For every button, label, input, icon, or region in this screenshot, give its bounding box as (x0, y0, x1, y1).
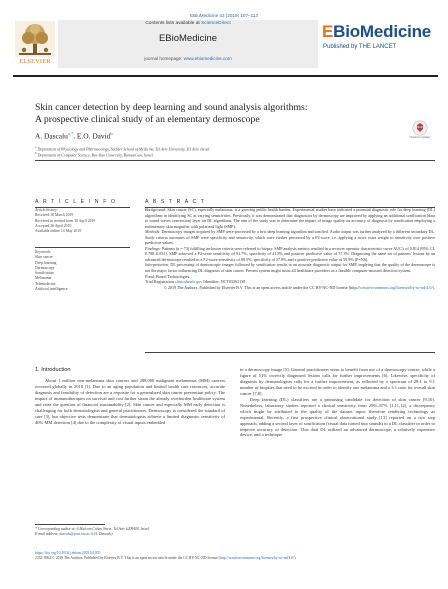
license-text: 2352-3964/© 2019 The Authors. Published by Elsevier B.V. This is an open access article under the CC BY-NC-ND license ( (35, 556, 220, 560)
copyright-text: © 2019 The Authors. Published by Elsevier B.V. This is an open access article under the CC BY-NC-ND license (http:// (163, 284, 360, 290)
doi-link[interactable]: https://doi.org/10.1016/j.ebiom.2019.04.055 (35, 551, 101, 555)
trial-suffix: Identifier: NCT03362138 (202, 279, 246, 285)
copyright-license-link[interactable]: creativecommons.org/licenses/by-nc-nd/4.0/). (359, 284, 435, 290)
intro-paragraph: in a dermoscopy image [5]. General practitioners seem to benefit from use of a dermoscopy course, while a figure of 51% correctly diagnosed lesions calls for further improvements [6]. Likewise, specificity of diagnosis by dermatologists calls for a further improvement, as reflected by a spectrum of 28:1 to 9:1 number of biopsies that need to be excised in order to identify one melanoma and a 3:1 ratio for overall skin cancer [7,8]. (240, 367, 435, 396)
intro-right-column (240, 367, 435, 438)
doi-license-block (35, 551, 435, 561)
keywords-list (35, 250, 130, 292)
abstract-background-label: Background: (145, 207, 167, 212)
keywords-label: Keywords: (35, 250, 52, 254)
crossmark-label[interactable]: Check for updates (409, 136, 431, 139)
elsevier-tree-icon (15, 21, 55, 57)
abstract-methods (145, 229, 435, 246)
affiliation-a-sup: a (35, 145, 37, 149)
abstract-end-rule (145, 352, 435, 353)
license-link[interactable]: http://creativecommons.org/licenses/by-nc-nd/4.0/ (219, 556, 295, 560)
contents-line (58, 21, 318, 26)
abstract-interpretation-text: DL processing of dermoscopic images followed by sonification results in an accurate diagnostic output for SMP, implying that the quality of the dermoscope is not the major factor influencing DL diagnosis of skin cancer. Present system might assist all healthcare providers as a feasible computer-assisted detection system. (145, 262, 435, 274)
abstract-body (145, 207, 435, 290)
intro-paragraph: About 1 million non-melanoma skin cancers and 288,000 malignant melanomas (MM) cancers occurred globally in 2018 [1]. Due to an aging population and limited health care resources, accurate diagnosis and feasibility of detection are a requisite for a generalized skin cancer prevention policy. The impact of immunotherapies on survival and cost further strain the already overburden healthcare system and raise the question of financial sustainability [2]. Skin cancer and especially MM early detection is challenging for both dermatologists and general practitioners. Dermoscopy is considered the standard of care [3], but objective tests demonstrate that dermatologists achieve a limited diagnostic sensitivity of 40% MM detection [4] due to the complexity of visual inputs embedded (35, 378, 225, 425)
intro-left-column (35, 378, 225, 426)
section-heading-introduction: 1. Introduction (35, 367, 71, 373)
keyword: Skin cancer (35, 255, 53, 260)
history-accepted: Accepted 26 April 2019 (35, 223, 72, 228)
brand-subtitle: Published by THE LANCET (323, 44, 397, 50)
paper-title (35, 102, 405, 126)
history-received: Received 18 March 2019 (35, 213, 74, 218)
journal-homepage (58, 56, 318, 61)
abstract-background-text: Skin cancer (SC), especially melanoma, is a growing public health burden. Experimental studies have indicated a potential diagnostic role for deep learning (DL) algorithms in identifying SC at varying sensitivities. Previously, it was demonstrated that diagnostics by dermoscopy are improved by applying an additional sonification (data to sound waves conversion) layer on DL algorithms. The aim of the study was to determine the impact of image quality on accuracy of diagnosis by sonification employing a rudimentary skin magnifier with polarized light (SMP). (145, 207, 435, 229)
author-list (35, 131, 113, 140)
article-history (35, 208, 130, 234)
affiliation-a-text: Department of Physiology and Pharmacology, Sackler School of Medicine, Tel Aviv University, Tel Aviv, Israel (37, 147, 210, 152)
header-rule (13, 75, 438, 77)
sciencedirect-link[interactable]: ScienceDirect (201, 21, 231, 26)
author-1-sup[interactable]: a,* (67, 131, 74, 136)
history-revised: Received in revised form 10 April 2019 (35, 218, 96, 223)
title-line-1: Skin cancer detection by deep learning and sound analysis algorithms: (35, 102, 308, 113)
footnote-rule (35, 524, 105, 525)
affiliation-b-text: Department of Computer Science, Bar-Ilan University, Ramat-Gan, Israel (37, 153, 153, 158)
keyword: Dermoscopy (35, 265, 55, 270)
keywords-rule (35, 247, 130, 248)
keyword: Sonification (35, 271, 54, 276)
footnote-email (35, 532, 225, 537)
trial-link[interactable]: clinicaltrials.gov (174, 279, 203, 285)
history-label: Article history: (35, 208, 59, 212)
keyword: Artificial intelligence (35, 287, 68, 292)
homepage-prefix: journal homepage: (144, 56, 184, 61)
author-separator: , (73, 131, 77, 141)
contents-prefix: Contents lists available at (145, 21, 202, 26)
keyword: Telemedicine (35, 281, 56, 286)
abstract-copyright (145, 285, 435, 291)
license-end: ). (294, 556, 297, 560)
email-suffix: (A. Dascalu). (92, 532, 114, 536)
keyword: Melanoma (35, 276, 52, 281)
corresponding-author-footnote (35, 527, 225, 537)
abstract-methods-label: Methods: (145, 229, 161, 235)
email-prefix: E-mail address: (35, 532, 60, 536)
author-2[interactable]: E.O. David (76, 131, 111, 141)
affiliation-b-sup: b (35, 151, 37, 155)
article-info-heading: A R T I C L E I N F O (35, 199, 117, 205)
homepage-link[interactable]: www.ebiomedicine.com (183, 56, 232, 61)
title-line-2: A prospective clinical study of an elementary dermoscope (35, 114, 260, 125)
footnote-address: * Corresponding author at: 6 Malcom Cohen Street, Tel Aviv 6209409, Israel. (35, 527, 151, 531)
keyword: Deep learning (35, 260, 57, 265)
abstract-findings-text: Patients (n = 73) fulfilling inclusion criteria were referred to biopsy. SMP analysis metrics resulted in a receiver operator characteristic curve AUC's of 0.814 (95% CI, 0.798–0.831). SMP achieved a F2-score sensitivity of 91.7%, specificity of 41.8% and positive predictive value of 57.3%. Diagnosing the same set of patients' lesions by an advanced dermoscope resulted in a F2-score sensitivity of 89.5%, specificity of 57.8% and a positive predictive value of 59.9% (P=NS). (145, 245, 435, 262)
affiliation-rule (35, 160, 435, 161)
abstract-findings (145, 246, 435, 263)
intro-paragraph: Deep learning (DL) classifiers are a promising candidate for detection of skin cancer [9,10]. Nonetheless, laboratory studies reported a clinical sensitivity from 29%–87% [1,11,12], a discrepancy which might be attributed to the quality of the dataset input; therefore rendering technology as experimental. Recently, a first prospective clinical observational study [13] reported on a two step approach, adding a second layer of sonification (visual data turned into sounds) to a DL classifier in order to improve accuracy of detection. This dual DL utilized an advanced dermoscope, a relatively expensive device, and a technique (240, 396, 435, 438)
abstract-fund-text: Bostel Technologies. (155, 273, 191, 279)
journal-name: EBioMedicine (158, 33, 218, 44)
elsevier-wordmark: ELSEVIER (19, 58, 51, 65)
abstract-fund-label: Fund: (145, 273, 156, 279)
abstract-heading: A B S T R A C T (145, 199, 206, 205)
author-1[interactable]: A. Dascalu (35, 131, 68, 141)
abstract-methods-text: Dermoscopy images acquired by SMP were processed by a first deep learning algorithm and sonified. Audio output was further analyzed by a different secondary DL. Study criteria outcomes of SMP were specificity and sensitivity, which were further processed by a F2-score, i.e. applying a twice extra weight to sensitivity over positive predictive values. (145, 229, 435, 246)
history-online: Available online 14 May 2019 (35, 229, 82, 234)
brand-title (322, 22, 431, 42)
affiliation-b (35, 151, 425, 157)
elsevier-logo[interactable] (13, 20, 57, 68)
brand-rest: BioMedicine (333, 22, 432, 41)
author-2-sup[interactable]: b (110, 131, 113, 136)
abstract-background (145, 207, 435, 229)
license-line (35, 556, 435, 561)
brand-letter-e: E (322, 22, 334, 41)
abstract-findings-label: Findings: (145, 245, 161, 251)
abstract-interpretation (145, 262, 435, 273)
journal-citation[interactable]: EBioMedicine 43 (2019) 107–113 (190, 13, 258, 18)
trial-prefix: Trial Registration (145, 279, 175, 285)
abstract-interpretation-label: Interpretation: (145, 262, 170, 268)
crossmark-icon[interactable] (412, 120, 428, 136)
email-link[interactable]: dascalu@post.tau.ac.il (59, 532, 93, 536)
